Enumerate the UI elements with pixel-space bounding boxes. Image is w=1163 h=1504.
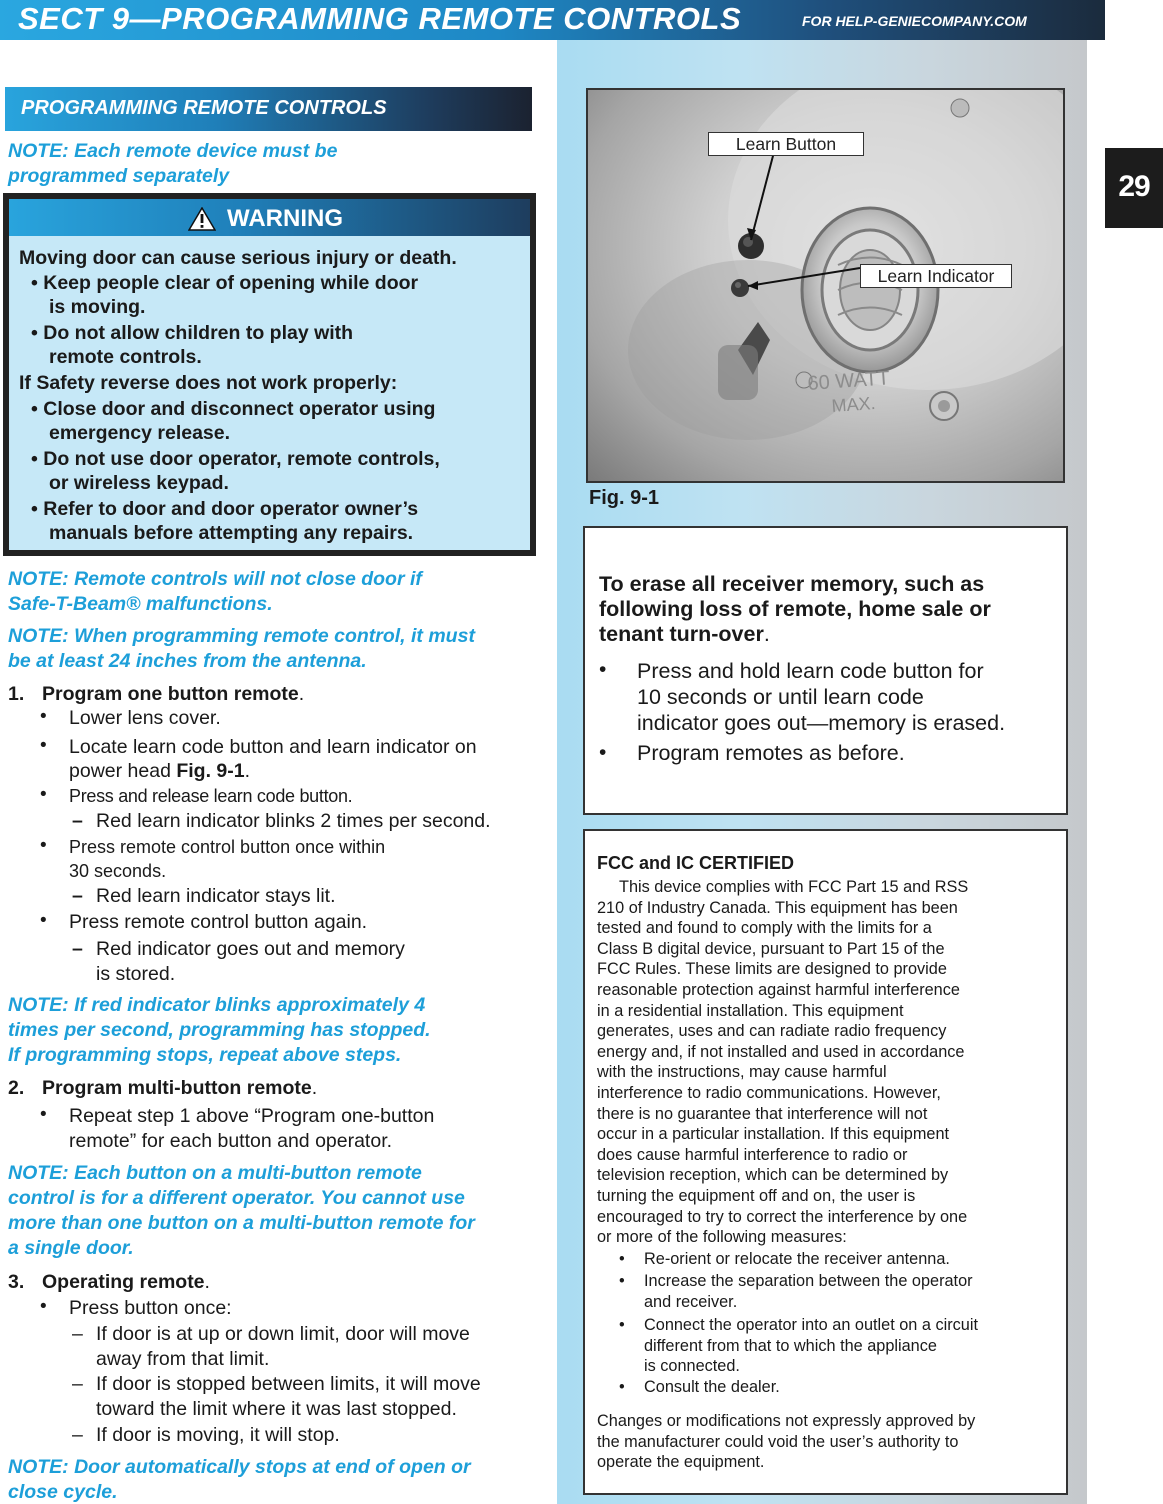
step-3-line: Press button once: [69,1297,232,1319]
bullet-dot: • [40,1104,47,1125]
step-1-subline: is stored. [96,963,176,985]
warning-title: WARNING [227,205,343,232]
step-1-line: power head Fig. 9-1. [69,760,251,782]
note-line: NOTE: When programming remote control, it must [8,625,475,647]
subsection-heading: PROGRAMMING REMOTE CONTROLS [21,97,387,119]
step-1-subline: Red learn indicator blinks 2 times per second. [96,810,491,832]
step-2-title-row: Program multi-button remote. [42,1077,318,1099]
warning-line: • Do not allow children to play with [31,322,354,344]
fcc-line: the manufacturer could void the user’s authority to [597,1432,959,1451]
page-number: 29 [1118,170,1150,203]
step-1-line: Press remote control button once within [69,837,386,857]
note-line: a single door. [8,1237,134,1259]
warning-line: • Refer to door and door operator owner’s [31,498,419,520]
warning-line: emergency release. [49,422,231,444]
warning-line: • Keep people clear of opening while door [31,272,419,294]
figure-reference: Fig. 9-1 [176,760,245,782]
fcc-measure-line: Increase the separation between the operator [644,1272,973,1290]
fcc-measure [644,1315,978,1377]
fcc-line: generates, uses and can radiate radio frequency [597,1022,947,1041]
fcc-paragraph [597,877,968,1248]
note-line: NOTE: Door automatically stops at end of open or [8,1456,471,1478]
step-1-subline: Red learn indicator stays lit. [96,885,336,907]
warning-line: is moving. [49,296,146,318]
fcc-line: turning the equipment off and on, the user is [597,1186,916,1205]
step-1-title: Program one button remote [42,683,299,705]
dash: – [72,1373,83,1395]
note-line: times per second, programming has stopped. [8,1019,431,1041]
fcc-measure: Re-orient or relocate the receiver antenna. [644,1250,950,1268]
step-1-title-row: Program one button remote. [42,683,305,705]
erase-heading-line: following loss of remote, home sale or [599,597,991,621]
erase-step-2: Program remotes as before. [637,741,905,765]
bullet-dot: • [40,910,47,931]
step-3-title-row: Operating remote. [42,1271,210,1293]
learn-button-label: Learn Button [708,132,864,156]
step-1-line: Press and release learn code button. [69,786,353,806]
note-blinks [8,993,431,1068]
fcc-line: occur in a particular installation. If this equipment [597,1125,950,1144]
step-3-subline: If door is at up or down limit, door will move [96,1323,470,1345]
bullet-dot: • [619,1316,625,1334]
erase-step-1 [637,658,1005,736]
help-url: FOR HELP-GENIECOMPANY.COM [802,13,1027,29]
erase-heading-line: tenant turn-over. [599,622,770,646]
fcc-measure-line: is connected. [644,1357,740,1376]
page-number-tab [1105,148,1163,228]
figure-caption: Fig. 9-1 [589,487,660,509]
step-1-text: power head [69,760,177,782]
fcc-line: does cause harmful interference to radio or [597,1145,908,1164]
fcc-heading: FCC and IC CERTIFIED [597,853,794,873]
fcc-closing [597,1411,975,1473]
warning-triangle-icon [188,207,216,231]
step-3-subline: If door is moving, it will stop. [96,1424,340,1446]
note-line: NOTE: If red indicator blinks approximately 4 [8,994,426,1016]
fcc-line: encouraged to try to correct the interference by one [597,1207,968,1226]
step-1-line: Lower lens cover. [69,707,221,729]
warning-box [3,193,536,556]
dash: – [72,1424,83,1446]
bullet-dot: • [40,1296,47,1317]
step-3-number: 3. [8,1271,25,1293]
step-1-line: Press remote control button again. [69,911,368,933]
fcc-measure-line: and receiver. [644,1292,738,1311]
warning-line: manuals before attempting any repairs. [49,522,414,544]
step-2-line: remote” for each button and operator. [69,1130,393,1152]
fcc-line: tested and found to comply with the limits for a [597,919,932,938]
fcc-measure-line: Connect the operator into an outlet on a circuit [644,1316,978,1334]
note-line: programmed separately [8,165,230,187]
power-head-photo [586,88,1065,483]
note-line: Safe-T-Beam® malfunctions. [8,593,273,615]
learn-indicator-label: Learn Indicator [860,264,1012,288]
note-line: be at least 24 inches from the antenna. [8,650,367,672]
fcc-line: in a residential installation. This equipment [597,1001,904,1020]
bullet-dot: • [40,784,47,805]
step-1-line: 30 seconds. [69,861,167,881]
warning-line: or wireless keypad. [49,472,229,494]
erase-heading-text: tenant turn-over [599,622,764,646]
erase-step-line: 10 seconds or until learn code [637,685,924,709]
bullet-dot: • [619,1250,625,1268]
warning-header [9,199,530,236]
step-3-subline: If door is stopped between limits, it will move [96,1373,481,1395]
fcc-line: operate the equipment. [597,1453,765,1472]
warning-line: If Safety reverse does not work properly: [19,372,398,394]
fcc-line: Changes or modifications not expressly approved by [597,1412,976,1430]
fcc-line: or more of the following measures: [597,1228,847,1247]
note-multi-button [8,1161,475,1261]
fcc-certification-box [583,829,1068,1495]
fcc-line: there is no guarantee that interference will not [597,1104,928,1123]
step-3-title: Operating remote [42,1271,205,1293]
bullet-dot: • [599,741,607,764]
dash: – [72,1323,83,1345]
bulb-rating-max: MAX. [830,392,877,416]
note-line: NOTE: Remote controls will not close door if [8,568,422,590]
step-1-subline: Red indicator goes out and memory [96,938,405,960]
bullet-dot: • [619,1378,625,1396]
bullet-dot: • [40,706,47,727]
erase-heading-line: To erase all receiver memory, such as [599,572,985,596]
warning-line: • Do not use door operator, remote controls, [31,448,440,470]
section-header-bar [0,0,1105,40]
fcc-line: television reception, which can be determined by [597,1166,949,1185]
bulb-rating-text: 60 WATT [806,367,891,395]
erase-heading [599,572,991,647]
step-2-line: Repeat step 1 above “Program one-button [69,1105,435,1127]
section-title: SECT 9—PROGRAMMING REMOTE CONTROLS [18,1,742,36]
step-2-number: 2. [8,1077,25,1099]
step-3-subline: away from that limit. [96,1348,270,1370]
fcc-line: This device complies with FCC Part 15 and RSS [619,878,969,896]
step-2-title: Program multi-button remote [42,1077,312,1099]
dash: – [72,810,83,832]
step-1-line: Locate learn code button and learn indicator on [69,736,477,758]
fcc-line: energy and, if not installed and used in accordance [597,1042,965,1061]
subsection-heading-bar [5,87,532,131]
fcc-measure-line: different from that to which the appliance [644,1336,937,1355]
note-auto-stop [8,1455,471,1504]
warning-line: Moving door can cause serious injury or death. [19,247,457,269]
dash: – [72,938,83,960]
note-line: control is for a different operator. You cannot use [8,1187,465,1209]
fcc-line: with the instructions, may cause harmful [597,1063,887,1082]
fcc-line: reasonable protection against harmful interference [597,980,960,999]
warning-line: • Close door and disconnect operator using [31,398,436,420]
fcc-measure: Consult the dealer. [644,1378,780,1396]
fcc-measure [644,1271,973,1312]
erase-step-line: indicator goes out—memory is erased. [637,711,1006,735]
note-line: more than one button on a multi-button remote for [8,1212,475,1234]
step-1-number: 1. [8,683,25,705]
bullet-dot: • [40,735,47,756]
fcc-line: interference to radio communications. However, [597,1083,941,1102]
fcc-line: Class B digital device, pursuant to Part 15 of the [597,939,945,958]
step-3-subline: toward the limit where it was last stopped. [96,1398,457,1420]
note-antenna [8,624,475,674]
note-line: close cycle. [8,1481,118,1503]
warning-line: remote controls. [49,346,202,368]
note-line: NOTE: Each button on a multi-button remote [8,1162,422,1184]
note-program-separately [8,139,337,189]
note-safe-t-beam [8,567,422,617]
erase-memory-box [583,526,1068,815]
bullet-dot: • [40,835,47,856]
dash: – [72,885,83,907]
fcc-line: FCC Rules. These limits are designed to provide [597,960,947,979]
bullet-dot: • [599,658,607,681]
note-line: NOTE: Each remote device must be [8,140,338,162]
note-line: If programming stops, repeat above steps. [8,1044,402,1066]
bullet-dot: • [619,1272,625,1290]
erase-step-line: Press and hold learn code button for [637,659,984,683]
fcc-line: 210 of Industry Canada. This equipment has been [597,898,958,917]
